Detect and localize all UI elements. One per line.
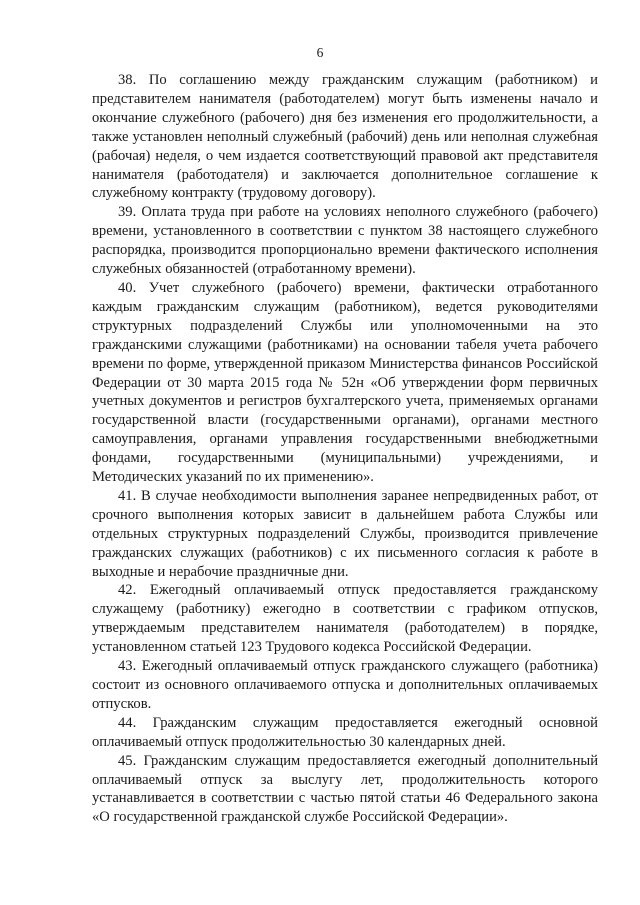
paragraph-39: 39. Оплата труда при работе на условиях неполного служебного (рабочего) времени, установленного в соответствии с пунктом 38 настоящего служебного распорядка, производится пропорционально времени фактического исполнения служебных обязанностей (отработанному времени). [92,204,598,278]
paragraph-42: 42. Ежегодный оплачиваемый отпуск предоставляется гражданскому служащему (работнику) ежегодно в соответствии с графиком отпусков, утверждаемым представителем нанимателя (работодателем) в порядке, установленном статьей 123 Трудового кодекса Российской Федерации. [92,582,598,656]
document-body [92,71,598,827]
paragraph-41: 41. В случае необходимости выполнения заранее непредвиденных работ, от срочного выполнения которых зависит в дальнейшем работа Службы или отдельных структурных подразделений Службы, производится привлечение гражданских служащих (работников) с их письменного согласия к работе в выходные и нерабочие праздничные дни. [92,487,598,580]
paragraph-38: 38. По соглашению между гражданским служащим (работником) и представителем нанимателя (работодателем) могут быть изменены начало и окончание служебного (рабочего) дня без изменения его продолжительности, а также установлен неполный служебный (рабочий) день или неполная служебная (рабочая) неделя, о чем издается соответствующий правовой акт представителя нанимателя (работодателя) и заключается дополнительное соглашение к служебному контракту (трудовому договору). [92,72,598,202]
paragraph-43: 43. Ежегодный оплачиваемый отпуск гражданского служащего (работника) состоит из основного оплачиваемого отпуска и дополнительных оплачиваемых отпусков. [92,658,598,712]
paragraph-45: 45. Гражданским служащим предоставляется ежегодный дополнительный оплачиваемый отпуск за выслугу лет, продолжительность которого устанавливается в соответствии с частью пятой статьи 46 Федерального закона «О государственной гражданской службе Российской Федерации». [92,752,598,826]
paragraph-44: 44. Гражданским служащим предоставляется ежегодный основной оплачиваемый отпуск продолжительностью 30 календарных дней. [92,714,598,750]
paragraph-40: 40. Учет служебного (рабочего) времени, фактически отработанного каждым гражданским служащим (работником), ведется руководителями структурных подразделений Службы или уполномоченными на это гражданскими служащими (работниками) на основании табеля учета рабочего времени по форме, утвержденной приказом Министерства финансов Российской Федерации от 30 марта 2015 года № 52н «Об утверждении форм первичных учетных документов и регистров бухгалтерского учета, применяемых органами государственной власти (государственными органами), органами местного самоуправления, органами управления государственными внебюджетными фондами, государственными (муниципальными) учреждениями, и Методических указаний по их применению». [92,279,598,486]
page-number: 6 [316,45,324,60]
